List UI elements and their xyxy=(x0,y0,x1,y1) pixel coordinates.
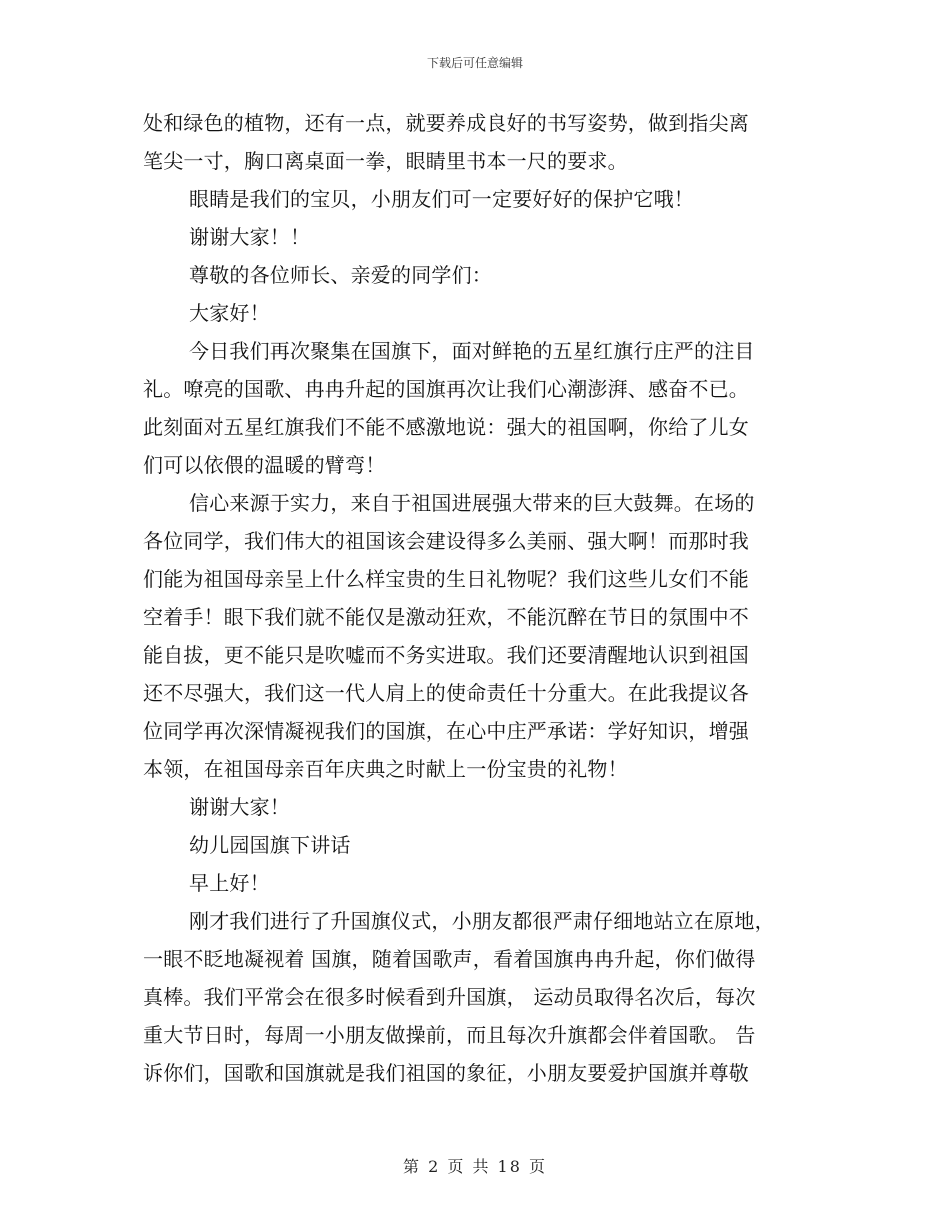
text-line: 一眼不眨地凝视着 国旗，随着国歌声，看着国旗冉冉升起，你们做得 xyxy=(143,947,756,971)
text-line: 今日我们再次聚集在国旗下，面对鲜艳的五星红旗行庄严的注目 xyxy=(189,339,755,363)
text-line: 们可以依偎的温暖的臂弯！ xyxy=(143,453,386,477)
text-line: 位同学再次深情凝视我们的国旗，在心中庄严承诺：学好知识，增强 xyxy=(143,719,749,743)
text-line: 真棒。我们平常会在很多时候看到升国旗， 运动员取得名次后，每次 xyxy=(143,985,756,1009)
text-line: 此刻面对五星红旗我们不能不感激地说：强大的祖国啊，你给了儿女 xyxy=(143,415,749,439)
text-line: 们能为祖国母亲呈上什么样宝贵的生日礼物呢？我们这些儿女们不能 xyxy=(143,567,749,591)
text-line: 诉你们，国歌和国旗就是我们祖国的象征，小朋友要爱护国旗并尊敬 xyxy=(143,1061,749,1085)
page-header: 下载后可任意编辑 xyxy=(426,56,523,70)
text-line: 还不尽强大，我们这一代人肩上的使命责任十分重大。在此我提议各 xyxy=(143,681,749,705)
text-line: 各位同学，我们伟大的祖国该会建设得多么美丽、强大啊！而那时我 xyxy=(143,529,749,553)
text-line: 眼睛是我们的宝贝，小朋友们可一定要好好的保护它哦！ xyxy=(189,187,694,211)
text-line: 重大节日时，每周一小朋友做操前，而且每次升旗都会伴着国歌。 告 xyxy=(143,1023,756,1047)
text-line: 空着手！眼下我们就不能仅是激动狂欢，不能沉醉在节日的氛围中不 xyxy=(143,605,749,629)
text-line: 本领，在祖国母亲百年庆典之时献上一份宝贵的礼物！ xyxy=(143,757,628,781)
page-footer: 第 2 页 共 18 页 xyxy=(403,1157,547,1176)
text-line: 早上好！ xyxy=(189,871,270,895)
text-line: 礼。嘹亮的国歌、冉冉升起的国旗再次让我们心潮澎湃、感奋不已。 xyxy=(143,377,749,401)
text-line: 能自拔，更不能只是吹嘘而不务实进取。我们还要清醒地认识到祖国 xyxy=(143,643,749,667)
text-line: 大家好！ xyxy=(189,301,270,325)
text-line: 笔尖一寸，胸口离桌面一拳，眼睛里书本一尺的要求。 xyxy=(143,149,628,173)
text-line: 信心来源于实力，来自于祖国进展强大带来的巨大鼓舞。在场的 xyxy=(189,491,755,515)
text-line: 处和绿色的植物，还有一点，就要养成良好的书写姿势，做到指尖离 xyxy=(143,111,749,135)
text-line: 谢谢大家！！ xyxy=(189,225,311,249)
text-line: 幼儿园国旗下讲话 xyxy=(189,833,351,857)
text-line: 刚才我们进行了升国旗仪式，小朋友都很严肃仔细地站立在原地， xyxy=(189,909,775,933)
document-body xyxy=(143,104,808,1092)
text-line: 尊敬的各位师长、亲爱的同学们： xyxy=(189,263,492,287)
text-line: 谢谢大家！ xyxy=(189,795,290,819)
